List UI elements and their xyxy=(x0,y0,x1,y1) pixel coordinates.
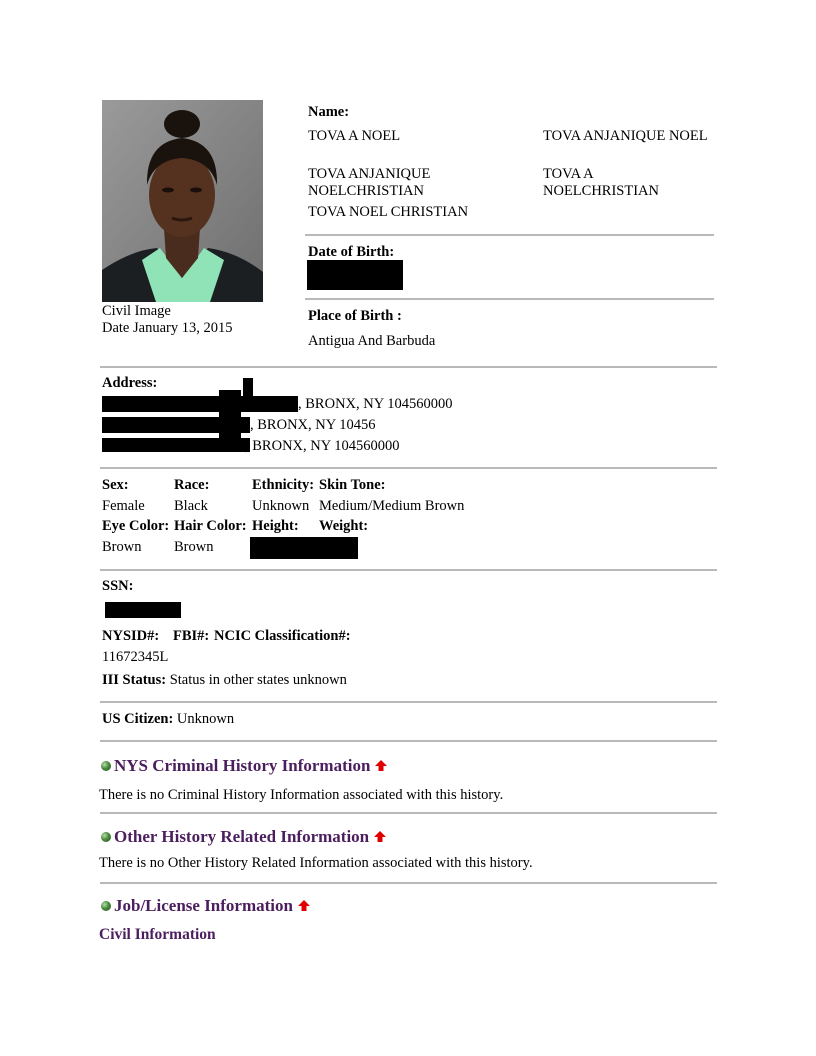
divider xyxy=(305,298,714,300)
name-label: Name: xyxy=(308,104,350,120)
green-bullet-icon xyxy=(101,901,111,911)
divider xyxy=(100,366,717,368)
civil-photo xyxy=(102,100,263,302)
divider xyxy=(100,740,717,742)
civil-information-heading: Civil Information xyxy=(99,926,216,943)
skin-tone-label: Skin Tone: xyxy=(319,477,386,493)
section-title: Job/License Information xyxy=(114,896,293,915)
iii-status xyxy=(102,672,347,689)
section-title: NYS Criminal History Information xyxy=(114,756,371,775)
us-citizen-label: US Citizen: xyxy=(102,711,174,727)
pob-value: Antigua And Barbuda xyxy=(308,333,436,349)
divider xyxy=(305,234,714,236)
ssn-redaction xyxy=(105,602,181,618)
back-to-top-arrow-icon[interactable] xyxy=(298,900,310,912)
dob-redaction xyxy=(307,260,403,290)
nysid-value: 11672345L xyxy=(102,649,169,665)
alias-2: TOVA ANJANIQUE NOEL xyxy=(543,128,708,144)
weight-label: Weight: xyxy=(319,518,369,534)
ssn-label: SSN: xyxy=(102,578,134,594)
green-bullet-icon xyxy=(101,832,111,842)
divider xyxy=(100,882,717,884)
section-text: There is no Other History Related Information associated with this history. xyxy=(99,855,533,871)
hair-color-label: Hair Color: xyxy=(174,518,247,534)
green-bullet-icon xyxy=(101,761,111,771)
iii-status-value: Status in other states unknown xyxy=(169,672,347,688)
sex-label: Sex: xyxy=(102,477,129,493)
eye-color-value: Brown xyxy=(102,539,142,555)
iii-status-label: III Status: xyxy=(102,672,167,688)
photo-caption xyxy=(102,303,232,337)
back-to-top-arrow-icon[interactable] xyxy=(375,760,387,772)
divider xyxy=(100,812,717,814)
back-to-top-arrow-icon[interactable] xyxy=(374,831,386,843)
eye-color-label: Eye Color: xyxy=(102,518,170,534)
section-text: There is no Criminal History Information associated with this history. xyxy=(99,787,504,803)
photo-caption-title: Civil Image xyxy=(102,303,171,319)
section-heading-criminal-history xyxy=(101,757,387,774)
address-line-2: , BRONX, NY 10456 xyxy=(250,417,376,433)
divider xyxy=(100,701,717,703)
address-line-3: , BRONX, NY 104560000 xyxy=(245,438,400,454)
dob-label: Date of Birth: xyxy=(308,244,395,260)
race-label: Race: xyxy=(174,477,210,493)
fbi-label: FBI#: xyxy=(173,628,210,644)
section-heading-other-history xyxy=(101,828,386,845)
hair-color-value: Brown xyxy=(174,539,214,555)
us-citizen xyxy=(102,711,234,728)
sex-value: Female xyxy=(102,498,145,514)
pob-label: Place of Birth : xyxy=(308,308,402,324)
address-line-1: , BRONX, NY 104560000 xyxy=(298,396,453,412)
address-redaction xyxy=(219,390,241,452)
address-label: Address: xyxy=(102,375,158,391)
ethnicity-label: Ethnicity: xyxy=(252,477,315,493)
ncic-label: NCIC Classification#: xyxy=(214,628,351,644)
divider xyxy=(100,569,717,571)
photo-caption-date: Date January 13, 2015 xyxy=(102,320,233,336)
divider xyxy=(100,467,717,469)
nysid-label: NYSID#: xyxy=(102,628,160,644)
alias-5: TOVA NOEL CHRISTIAN xyxy=(308,204,469,220)
skin-tone-value: Medium/Medium Brown xyxy=(319,498,465,514)
race-value: Black xyxy=(174,498,208,514)
address-redaction xyxy=(243,378,253,412)
alias-3: TOVA ANJANIQUE NOELCHRISTIAN xyxy=(308,166,431,199)
address-redaction xyxy=(102,396,298,412)
height-weight-redaction xyxy=(250,537,358,559)
height-label: Height: xyxy=(252,518,299,534)
alias-1: TOVA A NOEL xyxy=(308,128,401,144)
section-title: Other History Related Information xyxy=(114,827,370,846)
alias-4: TOVA A NOELCHRISTIAN xyxy=(543,166,659,199)
ethnicity-value: Unknown xyxy=(252,498,310,514)
section-heading-job-license xyxy=(101,897,310,914)
us-citizen-value: Unknown xyxy=(176,711,235,727)
